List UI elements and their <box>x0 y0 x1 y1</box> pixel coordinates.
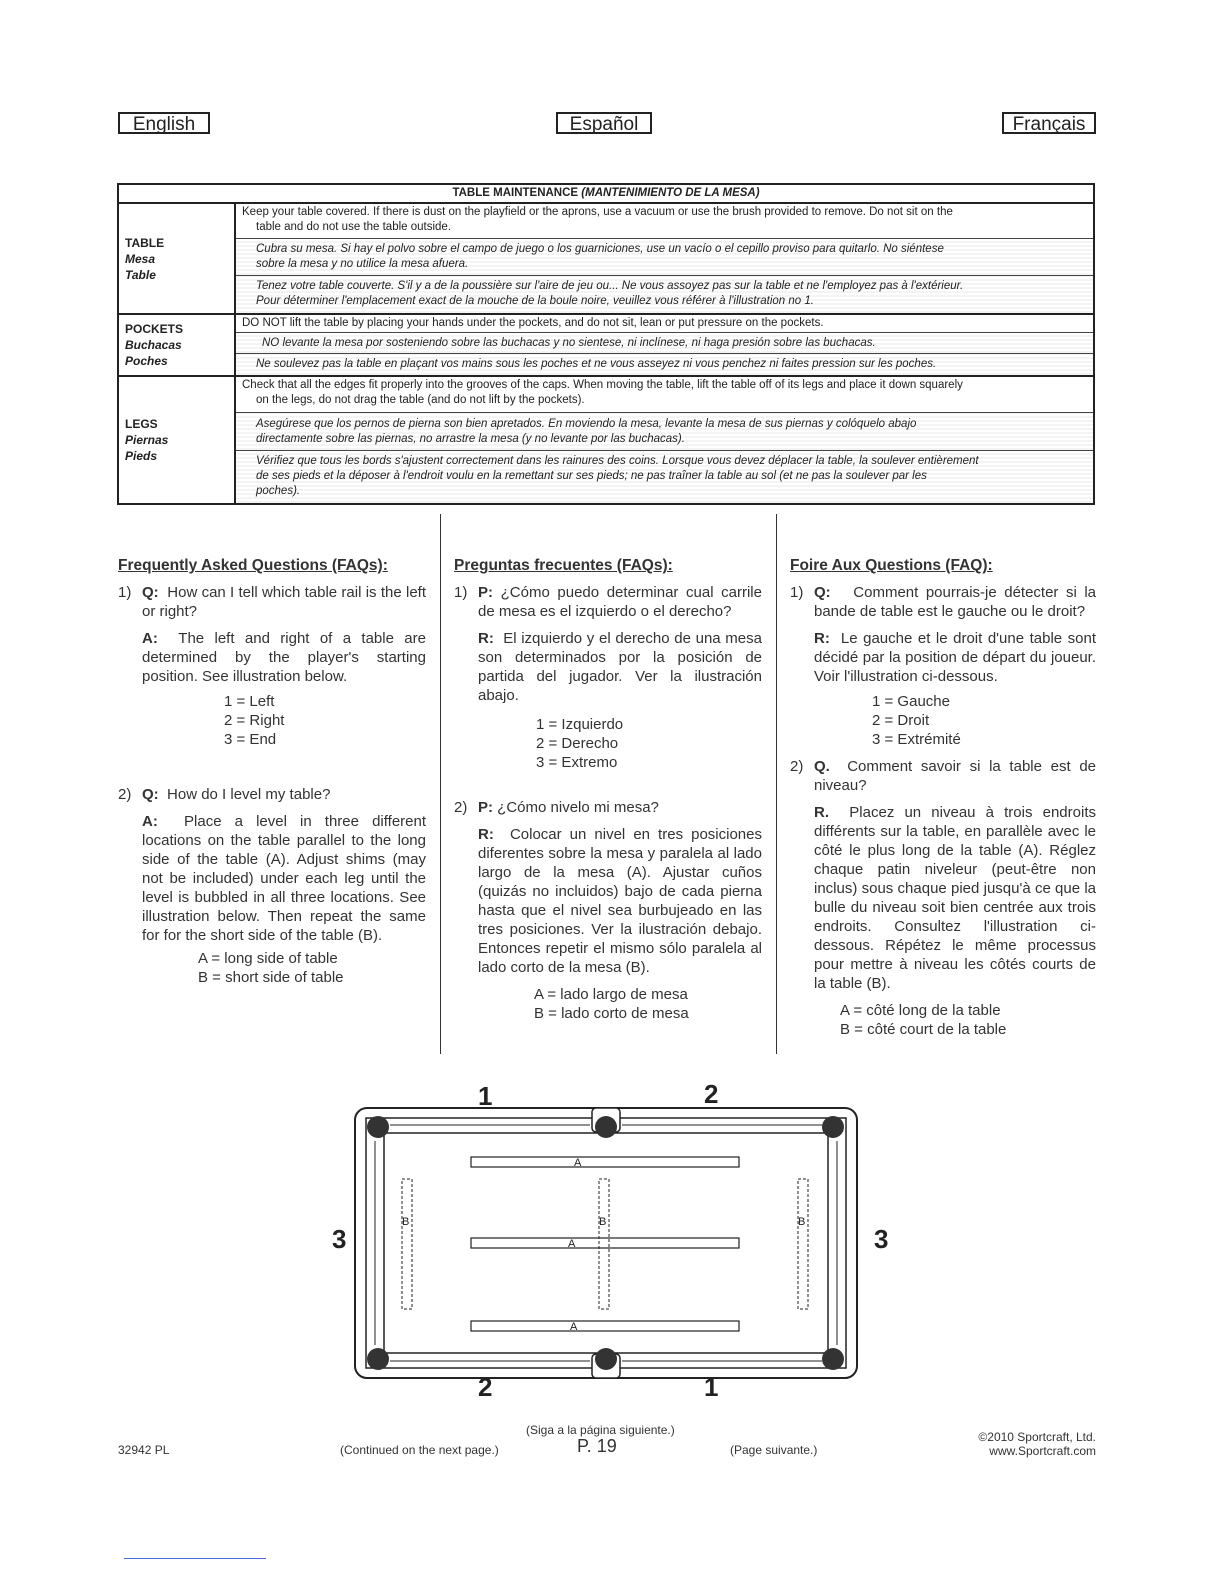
faq-heading: Frequently Asked Questions (FAQs): <box>118 557 388 574</box>
row-label: LEGS Piernas Pieds <box>119 377 236 503</box>
row-label: TABLE Mesa Table <box>119 204 236 313</box>
maintenance-row-legs <box>119 377 1093 503</box>
text-english: Keep your table covered. If there is dust on the playfield or the aprons, use a vacuum or use the brush provided to remove. Do not sit on the table and do not use the table outside. <box>236 204 1093 239</box>
text-french: Vérifiez que tous les bords s'ajustent correctement dans les rainures des coins. Lorsque vous devez déplacer la table, la soulever entièrement de ses pieds et la déposer à l'endroit voulu en la remettant sur ses pieds; ne pas traîner la table au sol (et ne pas la soulever par les poches). <box>236 451 1093 503</box>
pocket-icon <box>367 1116 389 1138</box>
rail-number-top-right: 2 <box>704 1079 719 1109</box>
faq-legend: 1 = Left 2 = Right 3 = End <box>224 693 285 748</box>
faq-question: 1) Q: Comment pourrais-je détecter si la bande de table est le gauche ou le droit? <box>790 584 1096 620</box>
rail-number-bottom-left: 2 <box>478 1372 493 1402</box>
rail-number-left-end: 3 <box>332 1224 347 1254</box>
lang-francais: Français <box>1002 112 1096 134</box>
lang-english: English <box>118 112 210 134</box>
pool-table-diagram <box>330 1075 900 1405</box>
faq-question: 1) Q: How can I tell which table rail is the left or right? <box>118 584 426 620</box>
column-divider <box>776 514 777 1054</box>
text-english: DO NOT lift the table by placing your hands under the pockets, and do not sit, lean or put pressure on the pockets. <box>236 315 1093 333</box>
faq-legend: A = côté long de la table B = côté court de la table <box>840 1002 1007 1038</box>
divider <box>124 1558 266 1559</box>
website-link[interactable]: www.Sportcraft.com <box>989 1444 1096 1458</box>
faq-legend: 1 = Izquierdo 2 = Derecho 3 = Extremo <box>536 716 624 771</box>
faq-french <box>790 556 1096 1039</box>
text-spanish: Cubra su mesa. Si hay el polvo sobre el campo de juego o los guarniciones, use un vacío o el cepillo proviso para quitarlo. No siéntese sobre la mesa y no utilice la mesa afuera. <box>236 239 1093 276</box>
pocket-icon <box>595 1348 617 1370</box>
rail-number-right-end: 3 <box>874 1224 889 1254</box>
faq-answer: R: Colocar un nivel en tres posiciones diferentes sobre la mesa y paralela al lado largo de la mesa (A). Ajustar cuños (quizás no incluidos) bajo de cada pierna hasta que el nivel sea burbujeado en las tres posiciones. Ver la ilustración debajo. Entonces repetir el mismo sólo paralela al lado corto de la mesa (B). <box>478 826 762 976</box>
level-long-side <box>471 1157 739 1167</box>
level-long-side <box>471 1321 739 1331</box>
rail-number-top-left: 1 <box>478 1081 493 1111</box>
faq-spanish <box>454 556 762 1023</box>
level-label: A <box>574 1157 582 1169</box>
faq-legend: A = long side of table B = short side of table <box>198 950 344 986</box>
pocket-icon <box>822 1116 844 1138</box>
faq-english <box>118 556 426 987</box>
text-spanish: Asegúrese que los pernos de pierna son bien apretados. En moviendo la mesa, levante la mesa de sus piernas y colóquelo abajo directamente sobre las piernas, no arrastre la mesa (y no levante por las buchacas). <box>236 413 1093 451</box>
column-divider <box>440 514 441 1054</box>
pocket-icon <box>595 1116 617 1138</box>
pocket-icon <box>367 1348 389 1370</box>
level-label: B <box>599 1216 607 1228</box>
faq-question: 2) P: ¿Cómo nivelo mi mesa? <box>454 799 659 816</box>
faq-heading: Foire Aux Questions (FAQ): <box>790 557 993 574</box>
level-label: A <box>568 1238 576 1250</box>
maintenance-row-pockets <box>119 315 1093 377</box>
level-label: B <box>798 1216 806 1228</box>
faq-question: 2) Q: How do I level my table? <box>118 786 331 803</box>
row-label: POCKETS Buchacas Poches <box>119 315 236 375</box>
faq-answer: R: Le gauche et le droit d'une table sont décidé par la position de départ du joueur. Voir l'illustration ci-dessous. <box>814 630 1097 685</box>
faq-heading: Preguntas frecuentes (FAQs): <box>454 557 673 574</box>
doc-id: 32942 PL <box>118 1443 170 1457</box>
level-long-side <box>471 1238 739 1248</box>
faq-answer: R. Placez un niveau à trois endroits différents sur la table, en parallèle avec le côté le plus long de la table (A). Réglez chaque patin niveleur (peut-être non inclus) sous chaque pied jusqu'à ce que la bulle du niveau soit bien centrée aux trois endroits. Consultez l'illustration ci-dessous. Répétez le même processus pour mettre à niveau les côtés courts de la table (B). <box>814 804 1096 992</box>
text-english: Check that all the edges fit properly into the grooves of the caps. When moving the table, lift the table off of its legs and place it down squarely on the legs, do not drag the table (and do not lift by the pockets). <box>236 377 1093 413</box>
pocket-icon <box>822 1348 844 1370</box>
faq-answer: A: Place a level in three different locations on the table parallel to the long side of the table (A). Adjust shims (may not be included) under each leg until the level is bubbled in all three locations. See illustration below. Then repeat the same for for the short side of the table (B). <box>142 813 427 944</box>
continued-french: (Page suivante.) <box>730 1443 818 1457</box>
page-number: P. 19 <box>577 1436 617 1456</box>
copyright: ©2010 Sportcraft, Ltd. <box>978 1430 1096 1444</box>
text-french: Tenez votre table couverte. S'il y a de la poussière sur l'aire de jeu ou... Ne vous assoyez pas sur la table et ne l'employez pas à l'extérieur. Pour déterminer l'emplacement exact de la mouche de la boule noire, veuillez vous référer à l'illustration no 1. <box>236 276 1093 313</box>
faq-answer: A: The left and right of a table are determined by the player's starting position. See illustration below. <box>142 630 426 685</box>
faq-legend: 1 = Gauche 2 = Droit 3 = Extrémité <box>872 693 961 748</box>
maintenance-row-table <box>119 204 1093 315</box>
continued-english: (Continued on the next page.) <box>340 1443 499 1457</box>
text-french: Ne soulevez pas la table en plaçant vos mains sous les poches et ne vous asseyez ni vous penchez ni faites pression sur les poches. <box>236 354 1093 375</box>
faq-question: 2) Q. Comment savoir si la table est de niveau? <box>790 758 1097 794</box>
maintenance-title: TABLE MAINTENANCE (MANTENIMIENTO DE LA MESA) <box>119 185 1093 204</box>
text-spanish: NO levante la mesa por sosteniendo sobre las buchacas y no sientese, ni inclínese, ni haga presión sobre las buchacas. <box>236 333 1093 354</box>
level-label: A <box>570 1321 578 1333</box>
faq-legend: A = lado largo de mesa B = lado corto de mesa <box>534 986 689 1022</box>
continued-spanish: (Siga a la página siguiente.) <box>526 1423 675 1437</box>
faq-answer: R: El izquierdo y el derecho de una mesa son determinados por la posición de partida del jugador. Ver la ilustración abajo. <box>478 630 762 704</box>
lang-espanol: Español <box>556 112 652 134</box>
maintenance-table <box>117 183 1095 505</box>
level-label: B <box>402 1216 410 1228</box>
faq-question: 1) P: ¿Cómo puedo determinar cual carrile de mesa es el izquierdo o el derecho? <box>454 584 762 620</box>
rail-number-bottom-right: 1 <box>704 1372 719 1402</box>
